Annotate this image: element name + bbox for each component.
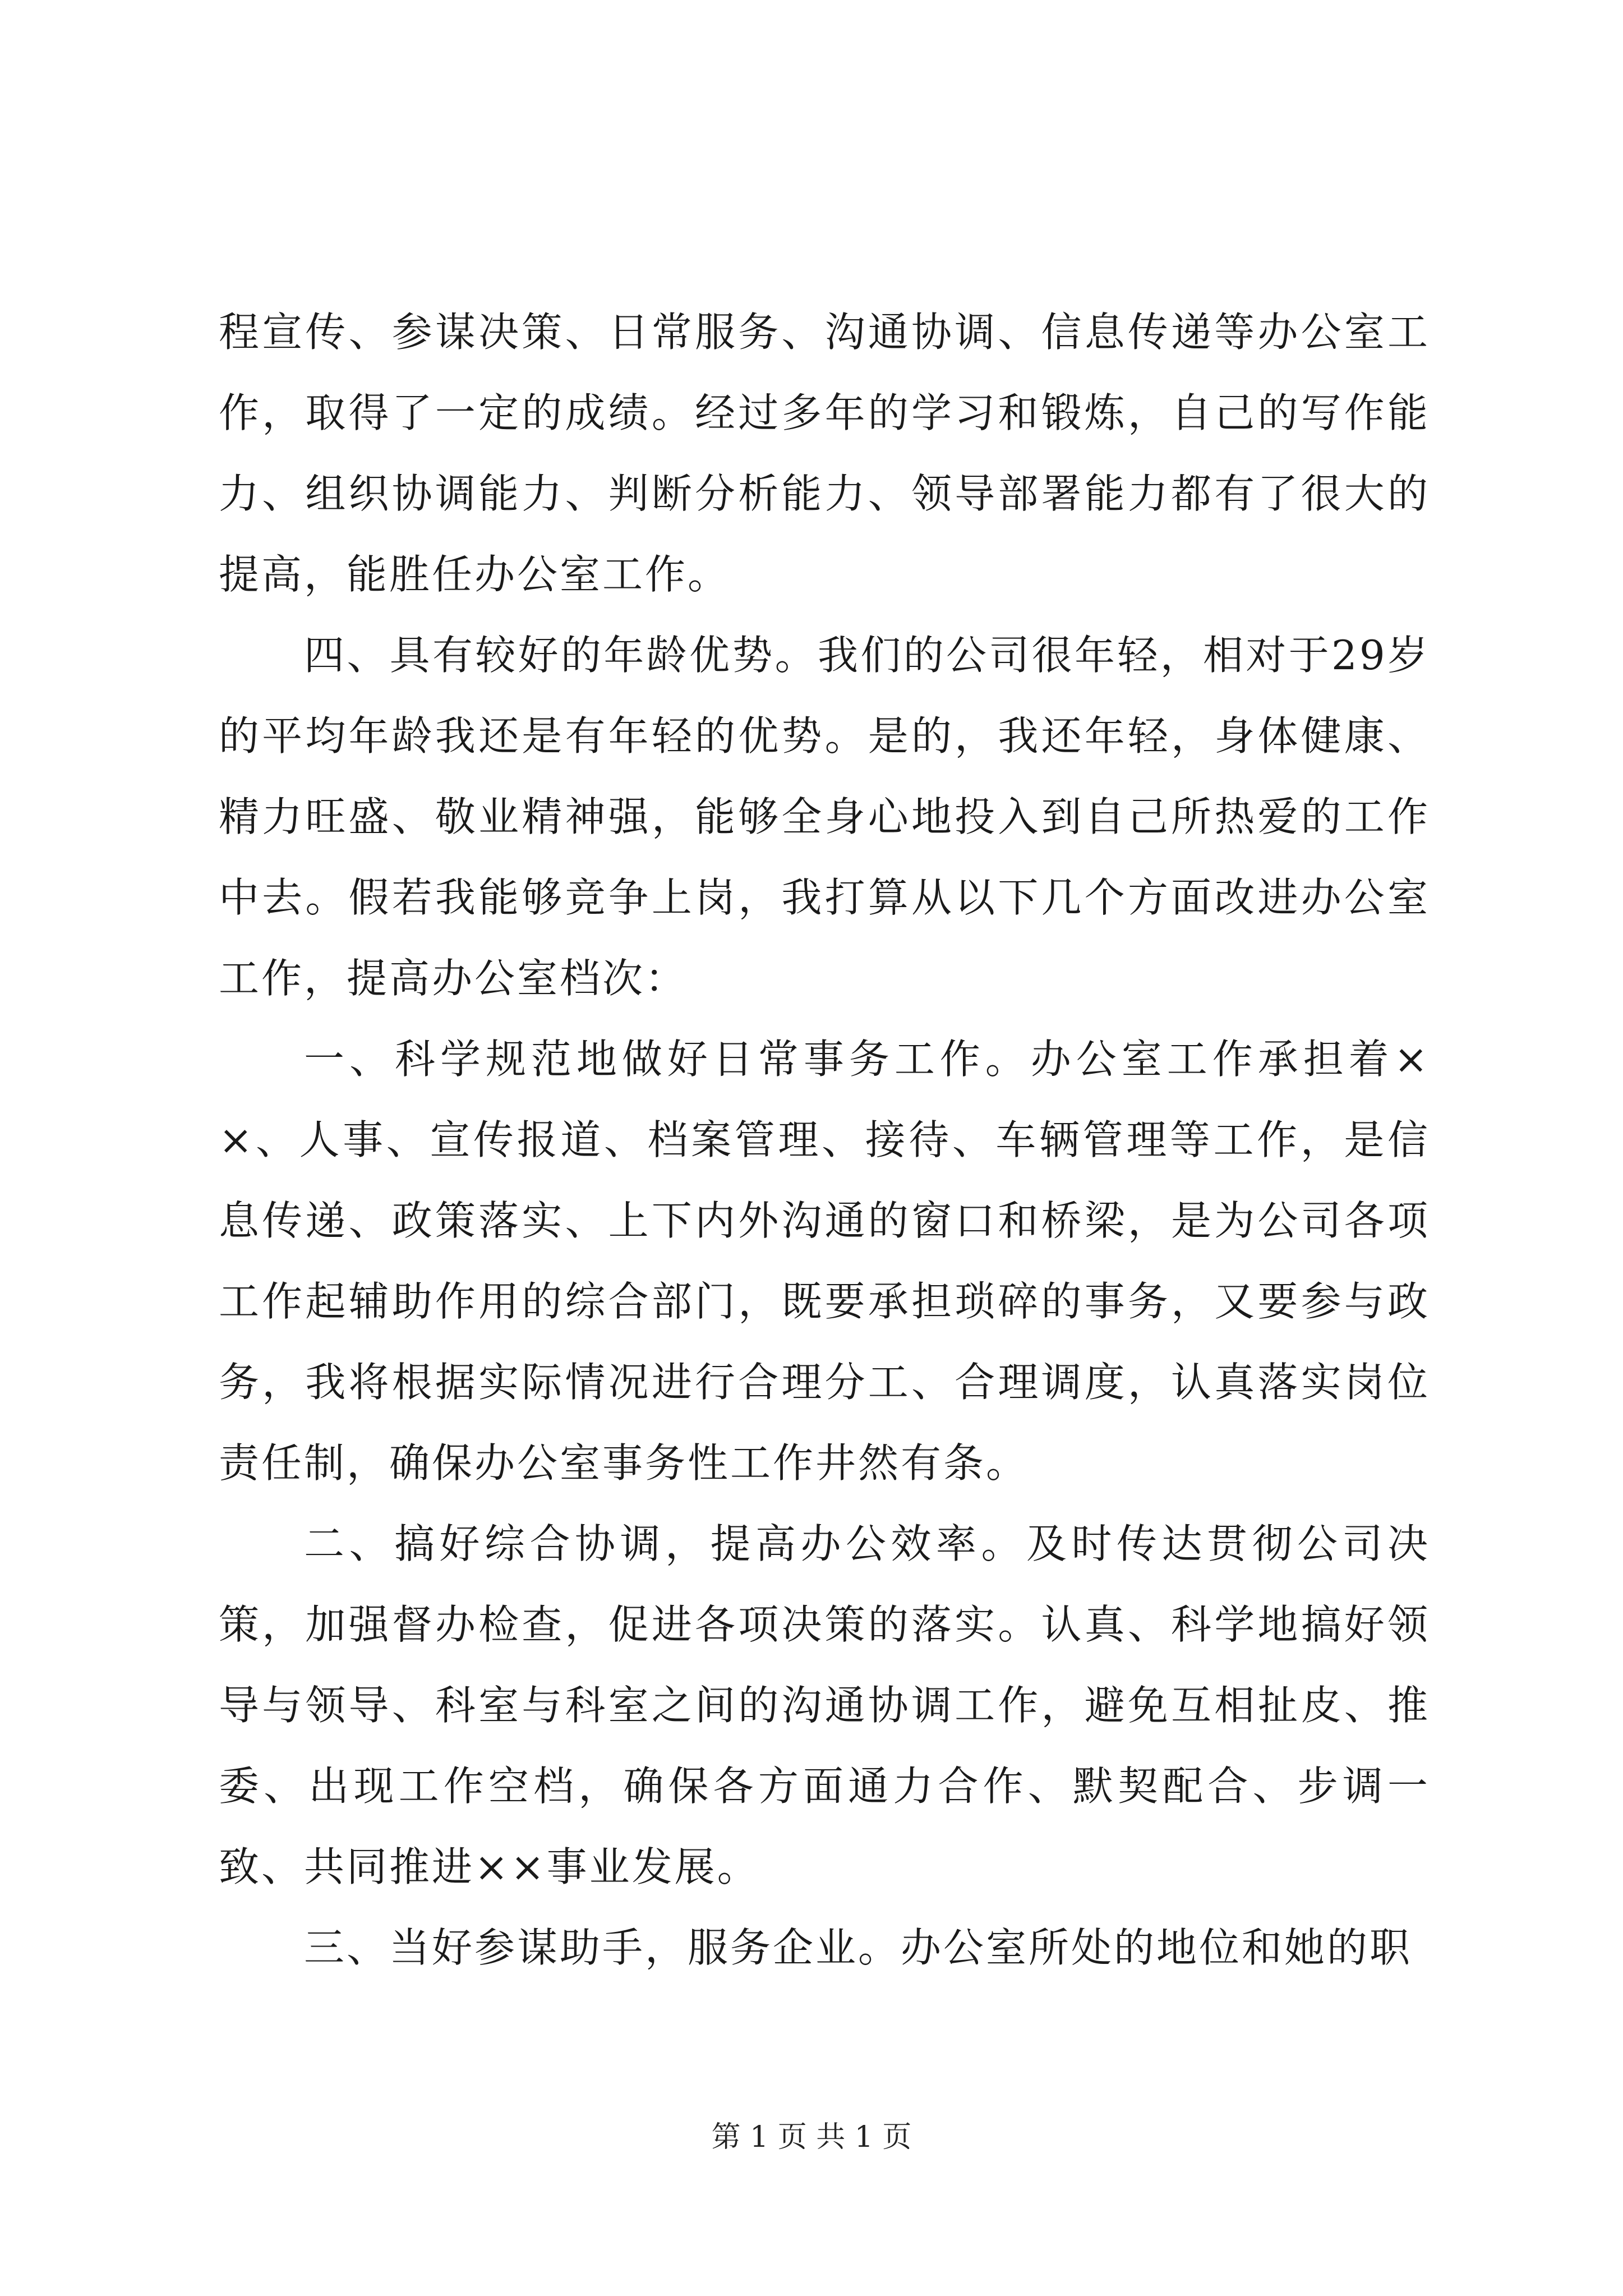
paragraph-advisor: 三、当好参谋助手，服务企业。办公室所处的地位和她的职 <box>304 1924 1413 1971</box>
page-number-footer: 第 1 页 共 1 页 <box>711 2120 912 2154</box>
paragraph-coordination: 二、搞好综合协调，提高办公效率。及时传达贯彻公司决策，加强督办检查，促进各项决策的落实。认真、科学地搞好领导与领导、科室与科室之间的沟通协调工作，避免互相扯皮、推委、出现工作空档，确保各方面通力合作、默契配合、步调一致、共同推进××事业发展。 <box>219 1520 1430 1890</box>
paragraph-daily-affairs: 一、科学规范地做好日常事务工作。办公室工作承担着××、人事、宣传报道、档案管理、接待、车辆管理等工作，是信息传递、政策落实、上下内外沟通的窗口和桥梁，是为公司各项工作起辅助作用的综合部门，既要承担琐碎的事务，又要参与政务，我将根据实际情况进行合理分工、合理调度，认真落实岗位责任制，确保办公室事务性工作井然有条。 <box>219 1036 1430 1487</box>
paragraph-age-advantage: 四、具有较好的年龄优势。我们的公司很年轻，相对于29岁的平均年龄我还是有年轻的优势。是的，我还年轻，身体健康、精力旺盛、敬业精神强，能够全身心地投入到自己所热爱的工作中去。假若我能够竞争上岗，我打算从以下几个方面改进办公室工作，提高办公室档次： <box>219 632 1430 1002</box>
document-body <box>219 292 1430 1988</box>
paragraph-continuation: 程宣传、参谋决策、日常服务、沟通协调、信息传递等办公室工作，取得了一定的成绩。经过多年的学习和锻炼，自己的写作能力、组织协调能力、判断分析能力、领导部署能力都有了很大的提高，能胜任办公室工作。 <box>219 309 1430 598</box>
